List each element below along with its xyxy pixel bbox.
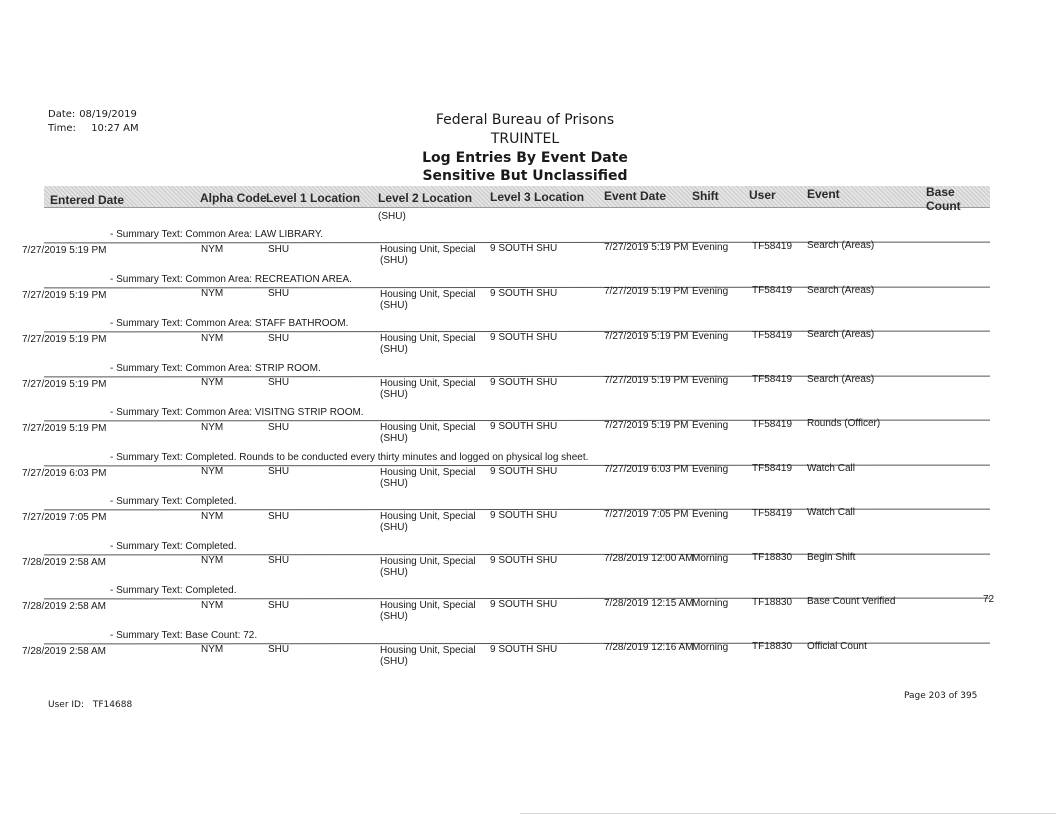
- row-alpha-code: NYM: [201, 332, 224, 344]
- report-time: [48, 123, 139, 134]
- column-header-base-count: Base Count: [926, 185, 961, 213]
- row-shift: Morning: [692, 642, 729, 654]
- row-level-2-location: Housing Unit, Special (SHU): [380, 333, 476, 356]
- row-event: Rounds (Officer): [807, 418, 881, 430]
- row-shift: Morning: [692, 597, 729, 609]
- row-event-date: 7/28/2019 12:00 AM: [604, 553, 694, 565]
- row-level-3-location: 9 SOUTH SHU: [490, 643, 558, 655]
- column-header-event: Event: [807, 187, 840, 201]
- row-level-1-location: SHU: [268, 644, 290, 656]
- summary-text: - Summary Text: Completed.: [110, 496, 237, 507]
- summary-text: - Summary Text: Base Count: 72.: [110, 629, 258, 641]
- row-level-1-location: SHU: [268, 332, 290, 344]
- summary-text: - Summary Text: Completed.: [110, 585, 237, 596]
- row-level-2-location: Housing Unit, Special (SHU): [380, 600, 476, 623]
- row-alpha-code: NYM: [201, 466, 224, 478]
- row-level-1-location: SHU: [268, 599, 290, 611]
- date-label: Date:: [48, 109, 76, 120]
- row-level-2-location: Housing Unit, Special (SHU): [380, 422, 476, 445]
- row-alpha-code: NYM: [201, 421, 224, 433]
- row-level-3-location: 9 SOUTH SHU: [490, 510, 558, 522]
- row-entered-date: 7/27/2019 5:19 PM: [22, 378, 107, 390]
- row-shift: Evening: [692, 419, 729, 431]
- summary-text: - Summary Text: Common Area: STAFF BATHROOM.: [110, 318, 349, 329]
- row-shift: Evening: [692, 375, 729, 387]
- row-shift: Evening: [692, 330, 729, 342]
- row-event: Watch Call: [807, 462, 855, 474]
- row-alpha-code: NYM: [201, 644, 224, 656]
- column-header-alpha-code: Alpha Code: [200, 191, 267, 205]
- row-base-count: 72: [983, 594, 995, 606]
- date-value: 08/19/2019: [79, 109, 137, 120]
- column-header-entered-date: Entered Date: [50, 193, 125, 207]
- row-level-3-location: 9 SOUTH SHU: [490, 287, 558, 299]
- row-level-3-location: 9 SOUTH SHU: [490, 599, 558, 611]
- row-entered-date: 7/27/2019 5:19 PM: [22, 334, 107, 345]
- row-user: TF58419: [752, 285, 793, 296]
- column-header-level-1-location: Level 1 Location: [266, 191, 361, 205]
- summary-text: - Summary Text: Common Area: STRIP ROOM.: [110, 362, 321, 374]
- row-user: TF18830: [752, 641, 793, 652]
- row-user: TF58419: [752, 418, 793, 430]
- row-entered-date: 7/27/2019 5:19 PM: [22, 245, 107, 256]
- row-user: TF18830: [752, 596, 793, 608]
- row-level-1-location: SHU: [268, 243, 290, 255]
- row-event: Search (Areas): [807, 329, 875, 341]
- row-event-date: 7/28/2019 12:15 AM: [604, 597, 694, 609]
- row-entered-date: 7/27/2019 6:03 PM: [22, 467, 107, 479]
- column-header-level-2-location: Level 2 Location: [378, 191, 473, 205]
- page-number: Page 203 of 395: [904, 691, 978, 701]
- row-level-1-location: SHU: [268, 510, 290, 522]
- row-level-2-location: Housing Unit, Special (SHU): [380, 288, 476, 311]
- row-alpha-code: NYM: [201, 243, 224, 255]
- row-event: Official Count: [807, 640, 867, 652]
- summary-text: - Summary Text: Completed.: [110, 540, 237, 552]
- row-level-2-location: Housing Unit, Special (SHU): [380, 244, 476, 267]
- row-shift: Evening: [692, 508, 729, 520]
- scan-artifact-line: [520, 813, 1056, 814]
- time-label: Time:: [48, 123, 76, 134]
- row-event-date: 7/27/2019 5:19 PM: [604, 286, 689, 298]
- row-entered-date: 7/27/2019 5:19 PM: [22, 289, 107, 301]
- row-entered-date: 7/28/2019 2:58 AM: [22, 645, 106, 657]
- row-event-date: 7/27/2019 5:19 PM: [604, 419, 689, 431]
- row-event: Search (Areas): [807, 240, 875, 252]
- row-level-2-location: Housing Unit, Special (SHU): [380, 511, 476, 534]
- row-level-2-location: Housing Unit, Special (SHU): [380, 644, 476, 667]
- row-user: TF58419: [752, 374, 793, 385]
- row-event: Search (Areas): [807, 373, 875, 385]
- column-header-user: User: [749, 188, 776, 202]
- row-shift: Evening: [692, 464, 729, 476]
- carryover-level-2: (SHU): [378, 211, 406, 222]
- row-alpha-code: NYM: [201, 555, 224, 567]
- summary-text: - Summary Text: Common Area: VISITNG STRIP ROOM.: [110, 407, 364, 418]
- row-event-date: 7/27/2019 5:19 PM: [604, 241, 689, 253]
- row-event: Search (Areas): [807, 284, 875, 296]
- row-level-1-location: SHU: [268, 421, 290, 433]
- row-entered-date: 7/28/2019 2:58 AM: [22, 556, 106, 568]
- row-level-2-location: Housing Unit, Special (SHU): [380, 555, 476, 578]
- user-id-value: TF14688: [92, 700, 133, 710]
- row-user: TF58419: [752, 240, 793, 252]
- row-shift: Evening: [692, 286, 729, 298]
- row-event-date: 7/27/2019 6:03 PM: [604, 464, 689, 476]
- row-user: TF18830: [752, 552, 793, 563]
- row-event-date: 7/27/2019 5:19 PM: [604, 330, 689, 342]
- time-value: 10:27 AM: [91, 123, 139, 134]
- column-header-event-date: Event Date: [604, 189, 667, 203]
- row-alpha-code: NYM: [201, 510, 224, 522]
- row-level-3-location: 9 SOUTH SHU: [490, 376, 558, 388]
- report-date: [48, 109, 137, 120]
- row-alpha-code: NYM: [201, 288, 224, 300]
- row-entered-date: 7/27/2019 5:19 PM: [22, 423, 107, 434]
- row-alpha-code: NYM: [201, 377, 224, 389]
- row-user: TF58419: [752, 463, 793, 474]
- row-level-3-location: 9 SOUTH SHU: [490, 421, 558, 433]
- row-level-1-location: SHU: [268, 377, 290, 389]
- row-user: TF58419: [752, 507, 793, 519]
- system-title: TRUINTEL: [490, 131, 560, 147]
- summary-text: - Summary Text: Common Area: RECREATION AREA.: [110, 273, 352, 285]
- row-level-3-location: 9 SOUTH SHU: [490, 332, 558, 344]
- column-header-level-3-location: Level 3 Location: [490, 190, 585, 204]
- row-shift: Morning: [692, 553, 729, 565]
- row-event-date: 7/27/2019 5:19 PM: [604, 375, 689, 387]
- summary-text: - Summary Text: Common Area: LAW LIBRARY.: [110, 229, 324, 240]
- footer-user-id: [48, 700, 132, 710]
- row-entered-date: 7/28/2019 2:58 AM: [22, 601, 106, 612]
- row-event: Watch Call: [807, 507, 855, 519]
- classification-title: Sensitive But Unclassified: [422, 168, 628, 184]
- row-level-1-location: SHU: [268, 288, 290, 300]
- row-alpha-code: NYM: [201, 599, 224, 611]
- summary-text: - Summary Text: Completed. Rounds to be conducted every thirty minutes and logged on physical log sheet.: [110, 451, 589, 463]
- row-event: Begin Shift: [807, 551, 856, 563]
- table-header: [44, 185, 990, 213]
- row-level-3-location: 9 SOUTH SHU: [490, 243, 558, 255]
- row-event-date: 7/28/2019 12:16 AM: [604, 642, 694, 654]
- agency-title: Federal Bureau of Prisons: [435, 112, 615, 128]
- user-id-label: User ID:: [48, 700, 84, 710]
- row-level-1-location: SHU: [268, 555, 290, 567]
- row-event-date: 7/27/2019 7:05 PM: [604, 508, 689, 520]
- row-level-3-location: 9 SOUTH SHU: [490, 554, 558, 566]
- row-event: Base Count Verified: [807, 596, 896, 608]
- row-level-3-location: 9 SOUTH SHU: [490, 465, 558, 477]
- row-level-2-location: Housing Unit, Special (SHU): [380, 377, 476, 400]
- column-header-shift: Shift: [692, 189, 719, 203]
- row-shift: Evening: [692, 241, 729, 253]
- row-user: TF58419: [752, 329, 793, 341]
- row-level-1-location: SHU: [268, 466, 290, 478]
- row-level-2-location: Housing Unit, Special (SHU): [380, 466, 476, 489]
- report-title: Log Entries By Event Date: [422, 150, 628, 166]
- row-entered-date: 7/27/2019 7:05 PM: [22, 512, 107, 523]
